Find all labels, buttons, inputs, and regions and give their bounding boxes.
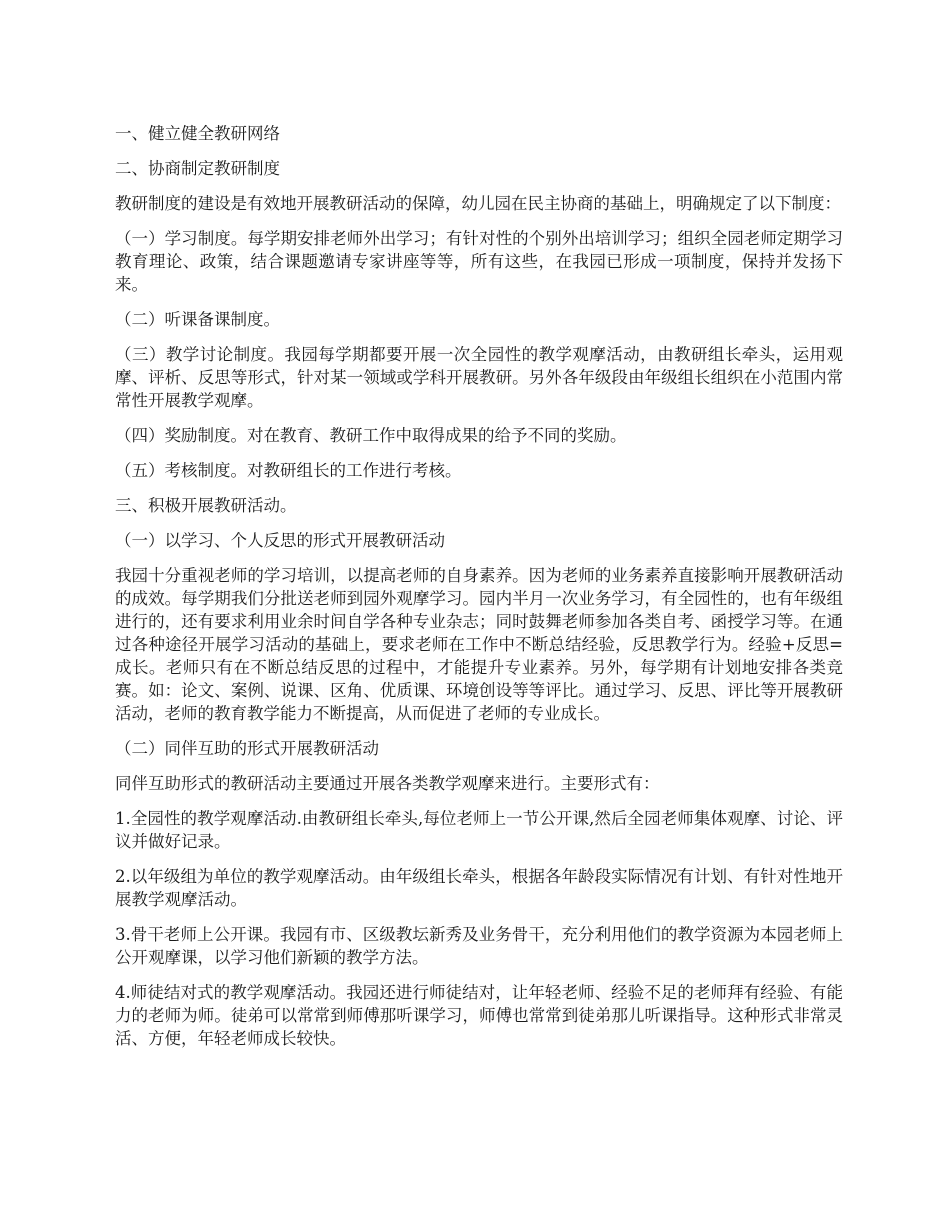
paragraph-reward-system: （四）奖励制度。对在教育、教研工作中取得成果的给予不同的奖励。 (115, 426, 627, 445)
paragraph-learning: 我园十分重视老师的学习培训，以提高老师的自身素养。因为老师的业务素养直接影响开展教研活动的成效。每学期我们分批送老师到园外观摩学习。园内半月一次业务学习，有全园性的，也有年级组进行的，还有要求利用业余时间自学各种专业杂志；同时鼓舞老师参加各类自考、函授学习等。在通过各种途径开展学习活动的基础上，要求老师在工作中不断总结经验，反思教学行为。经验+反思=成长。老师只有在不断总结反思的过程中，才能提升专业素养。另外，每学期有计划地安排各类竞赛。如：论文、案例、说课、区角、优质课、环境创设等等评比。通过学习、反思、评比等开展教研活动，老师的教育教学能力不断提高，从而促进了老师的专业成长。 (115, 566, 843, 723)
document-body (115, 122, 843, 1062)
paragraph-study-system: （一）学习制度。每学期安排老师外出学习；有针对性的个别外出培训学习；组织全园老师定期学习教育理论、政策，结合课题邀请专家讲座等等，所有这些，在我园已形成一项制度，保持并发扬下来。 (115, 229, 843, 294)
paragraph-assessment-system: （五）考核制度。对教研组长的工作进行考核。 (115, 461, 462, 480)
heading-2: 二、协商制定教研制度 (115, 159, 280, 178)
list-item-2: 2.以年级组为单位的教学观摩活动。由年级组长牵头，根据各年龄段实际情况有计划、有针对性地开展教学观摩活动。 (115, 867, 843, 909)
paragraph-peer-intro: 同伴互助形式的教研活动主要通过开展各类教学观摩来进行。主要形式有： (115, 774, 660, 793)
list-item-3: 3.骨干老师上公开课。我园有市、区级教坛新秀及业务骨干，充分利用他们的教学资源为本园老师上公开观摩课，以学习他们新颖的教学方法。 (115, 925, 843, 967)
subheading-peer: （二）同伴互助的形式开展教研活动 (115, 739, 379, 758)
heading-3: 三、积极开展教研活动。 (115, 496, 297, 515)
paragraph-lesson-system: （二）听课备课制度。 (115, 310, 280, 329)
subheading-learning: （一）以学习、个人反思的形式开展教研活动 (115, 531, 445, 550)
paragraph-discussion-system: （三）教学讨论制度。我园每学期都要开展一次全园性的教学观摩活动，由教研组长牵头，运用观摩、评析、反思等形式，针对某一领域或学科开展教研。另外各年级段由年级组长组织在小范围内常常性开展教学观摩。 (115, 345, 843, 410)
heading-1: 一、健立健全教研网络 (115, 124, 280, 143)
list-item-1: 1.全园性的教学观摩活动.由教研组长牵头,每位老师上一节公开课,然后全园老师集体观摩、讨论、评议并做好记录。 (115, 809, 843, 851)
list-item-4: 4.师徒结对式的教学观摩活动。我园还进行师徒结对，让年轻老师、经验不足的老师拜有经验、有能力的老师为师。徒弟可以常常到师傅那听课学习，师傅也常常到徒弟那儿听课指导。这种形式非常灵活、方便，年轻老师成长较快。 (115, 983, 843, 1048)
paragraph-intro: 教研制度的建设是有效地开展教研活动的保障，幼儿园在民主协商的基础上，明确规定了以下制度： (115, 194, 841, 213)
